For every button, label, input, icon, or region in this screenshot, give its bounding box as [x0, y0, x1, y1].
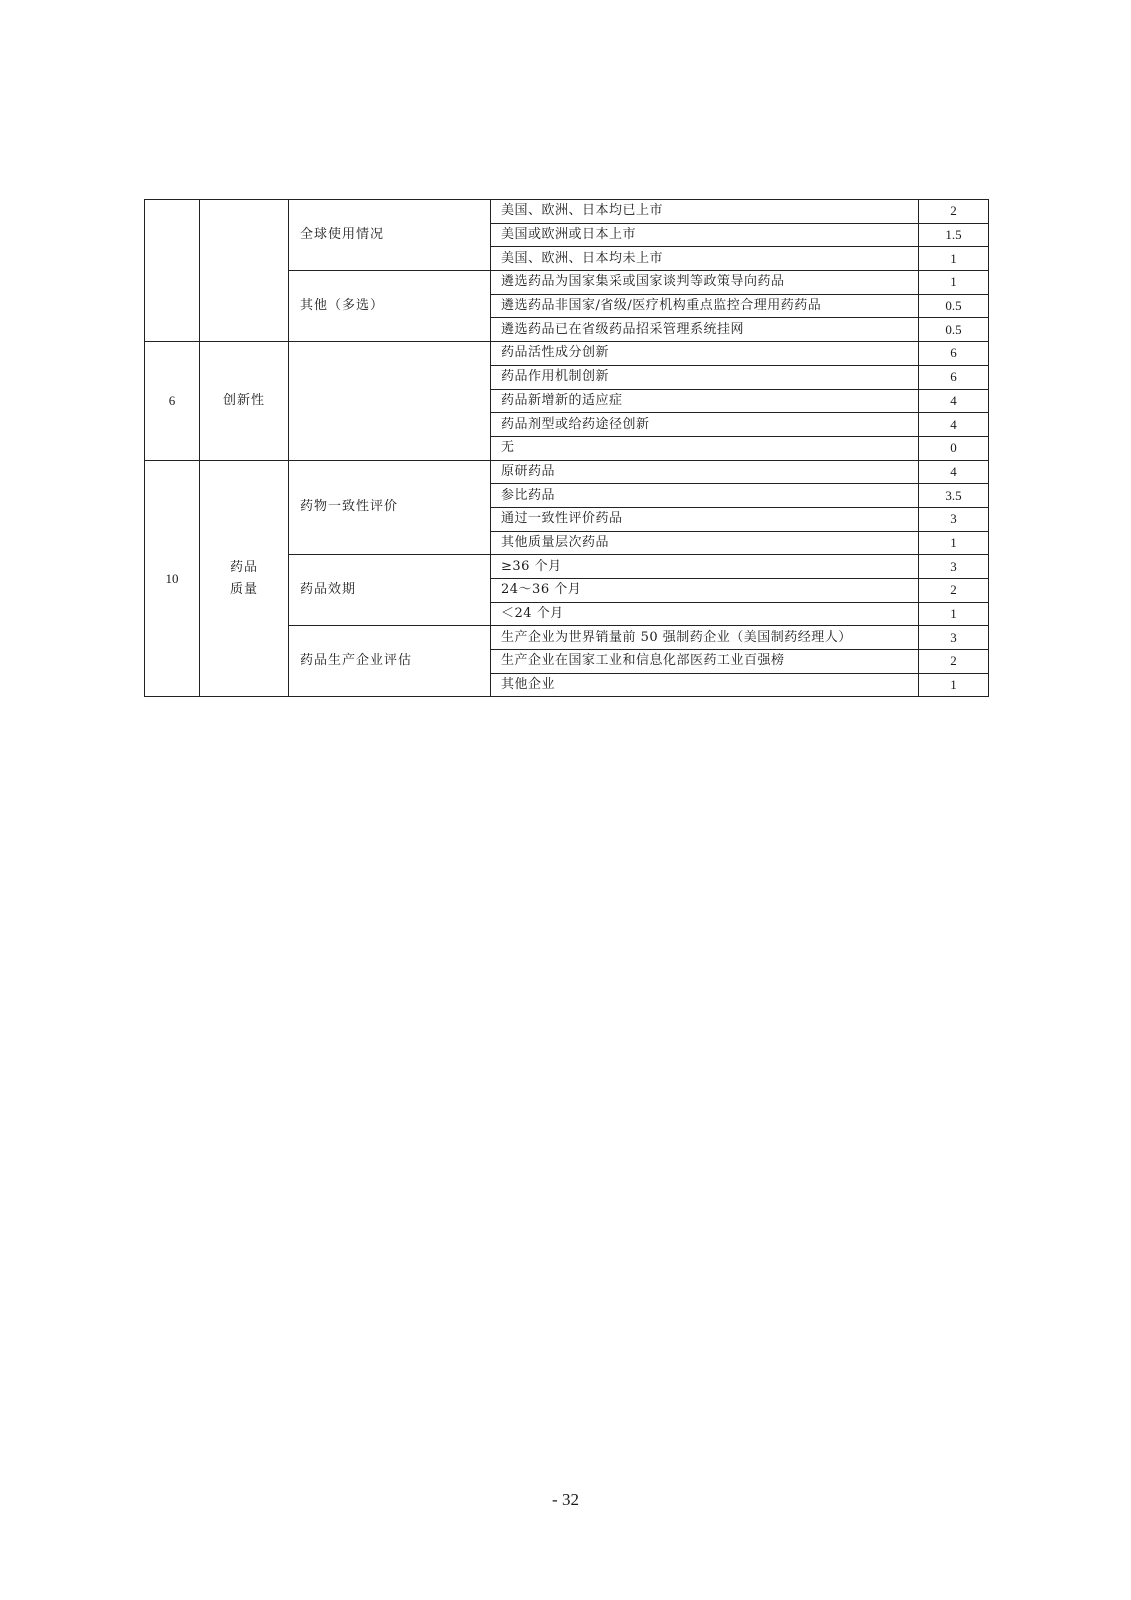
criterion-cell: ＜24 个月 [491, 602, 919, 626]
item-number-cell [145, 200, 200, 342]
criterion-cell: 通过一致性评价药品 [491, 507, 919, 531]
item-number-cell: 6 [145, 342, 200, 460]
criterion-cell: 其他质量层次药品 [491, 531, 919, 555]
score-cell: 1 [919, 531, 989, 555]
sub-indicator-cell [289, 342, 491, 460]
item-number-cell: 10 [145, 460, 200, 697]
criterion-cell: 生产企业在国家工业和信息化部医药工业百强榜 [491, 650, 919, 674]
criterion-cell: 药品新增新的适应症 [491, 389, 919, 413]
criterion-cell: 参比药品 [491, 484, 919, 508]
sub-indicator-cell: 药品生产企业评估 [289, 626, 491, 697]
criterion-cell: 24～36 个月 [491, 579, 919, 603]
criterion-cell: 无 [491, 436, 919, 460]
score-cell: 6 [919, 365, 989, 389]
score-cell: 2 [919, 579, 989, 603]
score-cell: 2 [919, 200, 989, 224]
score-cell: 6 [919, 342, 989, 366]
score-cell: 2 [919, 650, 989, 674]
table-row [145, 200, 989, 224]
criterion-cell: 遴选药品已在省级药品招采管理系统挂网 [491, 318, 919, 342]
dimension-label: 质量 [229, 581, 258, 597]
criterion-cell: 美国、欧洲、日本均未上市 [491, 247, 919, 271]
sub-indicator-cell: 药物一致性评价 [289, 460, 491, 555]
criterion-cell: 遴选药品非国家/省级/医疗机构重点监控合理用药药品 [491, 294, 919, 318]
criterion-cell: 美国或欧洲或日本上市 [491, 223, 919, 247]
page-number: - 32 [552, 1490, 579, 1509]
criterion-cell: ≥36 个月 [491, 555, 919, 579]
criterion-cell: 生产企业为世界销量前 50 强制药企业（美国制药经理人） [491, 626, 919, 650]
criterion-cell: 美国、欧洲、日本均已上市 [491, 200, 919, 224]
table-row [145, 460, 989, 484]
score-cell: 1 [919, 602, 989, 626]
dimension-label: 药品 [229, 559, 258, 575]
dimension-label: 创新性 [222, 392, 265, 408]
criterion-cell: 药品活性成分创新 [491, 342, 919, 366]
table-row [145, 342, 989, 366]
score-cell: 3.5 [919, 484, 989, 508]
score-cell: 1 [919, 271, 989, 295]
criterion-cell: 遴选药品为国家集采或国家谈判等政策导向药品 [491, 271, 919, 295]
scoring-table-body [145, 200, 989, 697]
score-cell: 4 [919, 389, 989, 413]
score-cell: 1 [919, 673, 989, 697]
dimension-cell [200, 460, 289, 697]
criterion-cell: 药品作用机制创新 [491, 365, 919, 389]
score-cell: 3 [919, 507, 989, 531]
sub-indicator-cell: 药品效期 [289, 555, 491, 626]
score-cell: 0.5 [919, 318, 989, 342]
criterion-cell: 药品剂型或给药途径创新 [491, 413, 919, 437]
score-cell: 3 [919, 626, 989, 650]
dimension-cell [200, 342, 289, 460]
score-cell: 0 [919, 436, 989, 460]
score-cell: 1.5 [919, 223, 989, 247]
score-cell: 4 [919, 460, 989, 484]
criterion-cell: 原研药品 [491, 460, 919, 484]
sub-indicator-cell: 全球使用情况 [289, 200, 491, 271]
score-cell: 1 [919, 247, 989, 271]
dimension-cell [200, 200, 289, 342]
score-cell: 4 [919, 413, 989, 437]
score-cell: 0.5 [919, 294, 989, 318]
score-cell: 3 [919, 555, 989, 579]
criterion-cell: 其他企业 [491, 673, 919, 697]
scoring-table [144, 199, 989, 697]
sub-indicator-cell: 其他（多选） [289, 271, 491, 342]
